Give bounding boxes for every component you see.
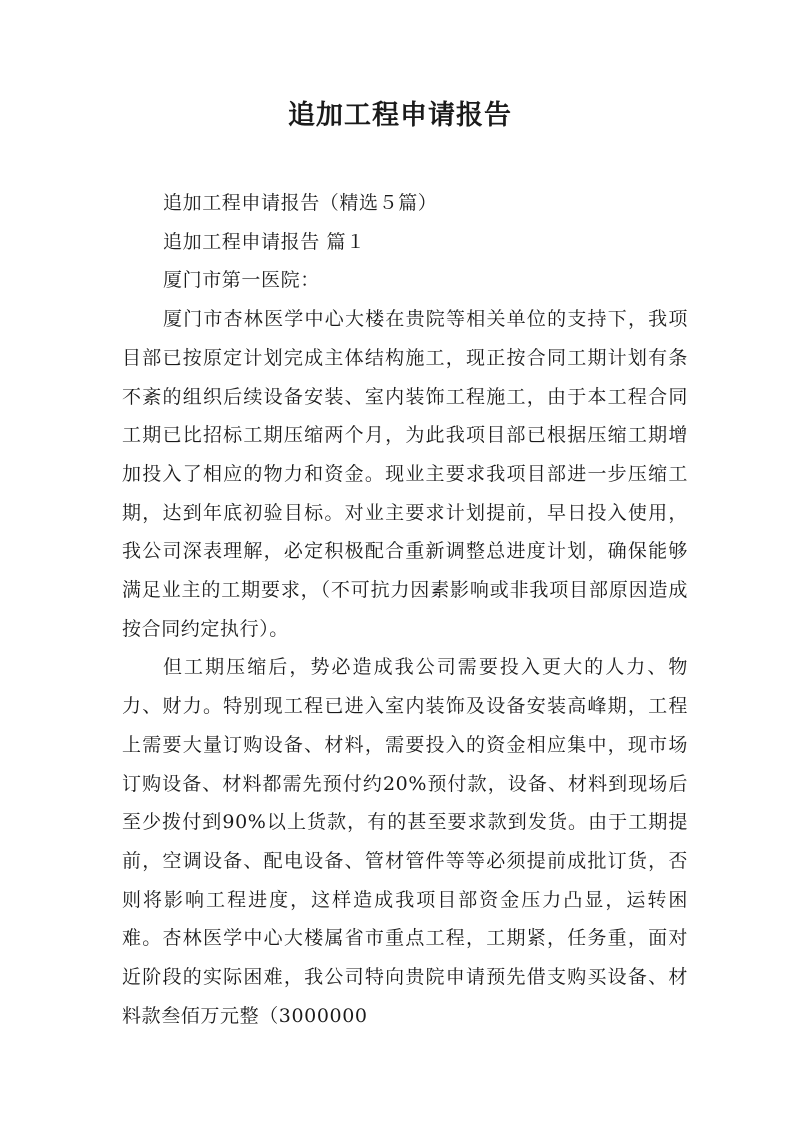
document-title: 追加工程申请报告 [288,100,512,131]
salutation: 厦门市第一医院： [163,269,320,292]
body-paragraph: 但工期压缩后，势必造成我公司需要投入更大的人力、物力、财力。特别现工程已进入室内装饰及设备安装高峰期，工程上需要大量订购设备、材料，需要投入的资金相应集中，现市场订购设备、材料都需先预付约20%预付款，设备、材料到现场后至少拨付到90%以上货款，有的甚至要求款到发货。由于工期提前，空调设备、配电设备、管材管件等等必须提前成批订货，否则将影响工程进度，这样造成我项目部资金压力凸显，运转困难。杏林医学中心大楼属省市重点工程，工期紧，任务重，面对近阶段的实际困难，我公司特向贵院申请预先借支购买设备、材料款叁佰万元整（3000000 [122,656,688,1027]
body-paragraph: 厦门市杏林医学中心大楼在贵院等相关单位的支持下，我项目部已按原定计划完成主体结构施工，现正按合同工期计划有条不紊的组织后续设备安装、室内装饰工程施工，由于本工程合同工期已比招标工期压缩两个月，为此我项目部已根据压缩工期增加投入了相应的物力和资金。现业主要求我项目部进一步压缩工期，达到年底初验目标。对业主要求计划提前，早日投入使用，我公司深表理解，必定积极配合重新调整总进度计划，确保能够满足业主的工期要求，（不可抗力因素影响或非我项目部原因造成按合同约定执行）。 [122,308,688,640]
document-subtitle: 追加工程申请报告（精选５篇） [163,192,438,214]
section-heading: 追加工程申请报告 篇１ [163,230,366,253]
document-body [122,184,688,1035]
